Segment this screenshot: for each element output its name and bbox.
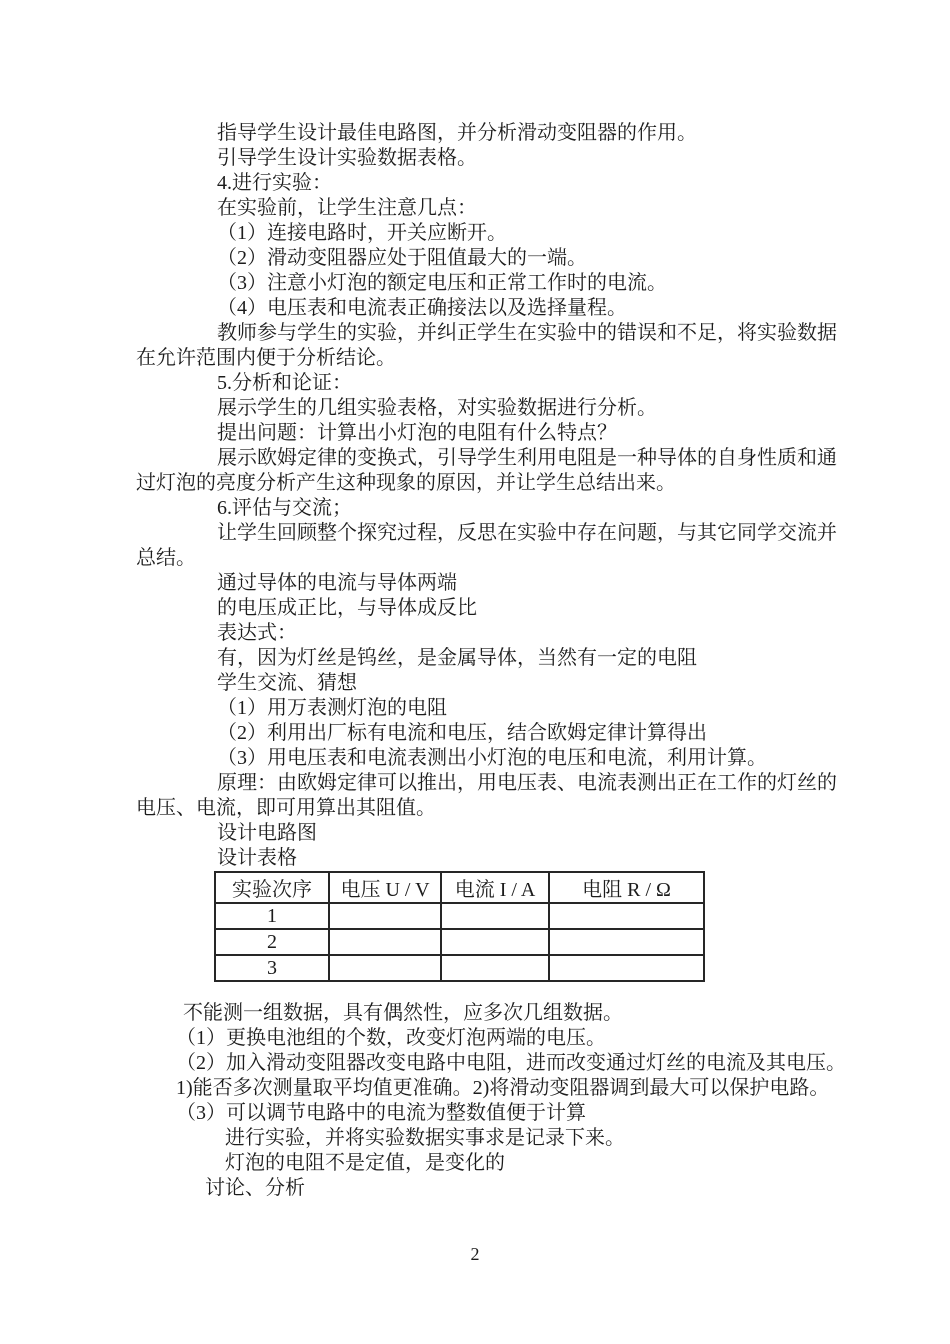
table-cell-empty: [441, 929, 549, 955]
text-line: 4.进行实验：: [217, 172, 332, 194]
text-line: （1）用万表测灯泡的电阻: [217, 697, 447, 719]
text-line: 设计电路图: [217, 822, 317, 844]
table-cell-empty: [329, 929, 441, 955]
table-cell-empty: [329, 955, 441, 981]
table-header-row: [215, 872, 704, 903]
table-cell-empty: [549, 929, 704, 955]
text-line: 6.评估与交流；: [217, 497, 352, 519]
table-row-label: 3: [215, 955, 329, 981]
table-header-cell: 电压 U / V: [329, 872, 441, 903]
text-line: （1）连接电路时，开关应断开。: [217, 222, 507, 244]
table-cell-empty: [441, 955, 549, 981]
text-line: 让学生回顾整个探究过程，反思在实验中存在问题，与其它同学交流并: [217, 522, 837, 544]
text-line: 在允许范围内便于分析结论。: [136, 347, 396, 369]
text-line: 原理：由欧姆定律可以推出，用电压表、电流表测出正在工作的灯丝的: [217, 772, 837, 794]
table-row: [215, 903, 704, 929]
text-line: 过灯泡的亮度分析产生这种现象的原因，并让学生总结出来。: [136, 472, 676, 494]
text-line: 学生交流、猜想: [217, 672, 357, 694]
page-number: 2: [470, 1244, 480, 1264]
body-text-block-lower: [136, 1001, 896, 1201]
text-line: 在实验前，让学生注意几点：: [217, 197, 477, 219]
text-line: （3）注意小灯泡的额定电压和正常工作时的电流。: [217, 272, 667, 294]
text-line: 提出问题：计算出小灯泡的电阻有什么特点？: [217, 422, 617, 444]
table-cell-empty: [549, 903, 704, 929]
text-line: （4）电压表和电流表正确接法以及选择量程。: [217, 297, 627, 319]
text-line: 展示学生的几组实验表格，对实验数据进行分析。: [217, 397, 657, 419]
text-line: （2）滑动变阻器应处于阻值最大的一端。: [217, 247, 587, 269]
text-line: （3）用电压表和电流表测出小灯泡的电压和电流，利用计算。: [217, 747, 767, 769]
text-line: （3）可以调节电路中的电流为整数值便于计算: [176, 1102, 586, 1124]
text-line: 灯泡的电阻不是定值，是变化的: [225, 1152, 505, 1174]
table-row-label: 1: [215, 903, 329, 929]
text-line: 5.分析和论证：: [217, 372, 352, 394]
table-cell-empty: [441, 903, 549, 929]
text-line: （2）利用出厂标有电流和电压，结合欧姆定律计算得出: [217, 722, 707, 744]
table-row: [215, 955, 704, 981]
text-line: 讨论、分析: [205, 1177, 305, 1199]
text-line: 1)能否多次测量取平均值更准确。2)将滑动变阻器调到最大可以保护电路。: [176, 1077, 830, 1099]
table-row: [215, 929, 704, 955]
text-line: 设计表格: [217, 847, 297, 869]
table-cell-empty: [549, 955, 704, 981]
table-cell-empty: [329, 903, 441, 929]
text-line: 通过导体的电流与导体两端: [217, 572, 457, 594]
text-line: （2）加入滑动变阻器改变电路中电阻，进而改变通过灯丝的电流及其电压。: [176, 1052, 846, 1074]
text-line: 教师参与学生的实验，并纠正学生在实验中的错误和不足，将实验数据: [217, 322, 837, 344]
text-line: 有，因为灯丝是钨丝，是金属导体，当然有一定的电阻: [217, 647, 697, 669]
table-header-cell: 实验次序: [215, 872, 329, 903]
text-line: 展示欧姆定律的变换式，引导学生利用电阻是一种导体的自身性质和通: [217, 447, 837, 469]
table-row-label: 2: [215, 929, 329, 955]
text-line: 的电压成正比，与导体成反比: [217, 597, 477, 619]
table-header-cell: 电流 I / A: [441, 872, 549, 903]
experiment-record-table: [214, 871, 705, 982]
text-line: 引导学生设计实验数据表格。: [217, 147, 477, 169]
text-line: 电压、电流，即可用算出其阻值。: [136, 797, 436, 819]
text-line: 进行实验，并将实验数据实事求是记录下来。: [225, 1127, 625, 1149]
body-text-block-upper: [136, 121, 896, 871]
text-line: 指导学生设计最佳电路图，并分析滑动变阻器的作用。: [217, 122, 697, 144]
table-header-cell: 电阻 R / Ω: [549, 872, 704, 903]
text-line: 表达式：: [217, 622, 297, 644]
text-line: 不能测一组数据，具有偶然性，应多次几组数据。: [183, 1002, 623, 1024]
text-line: （1）更换电池组的个数，改变灯泡两端的电压。: [176, 1027, 606, 1049]
text-line: 总结。: [136, 547, 196, 569]
